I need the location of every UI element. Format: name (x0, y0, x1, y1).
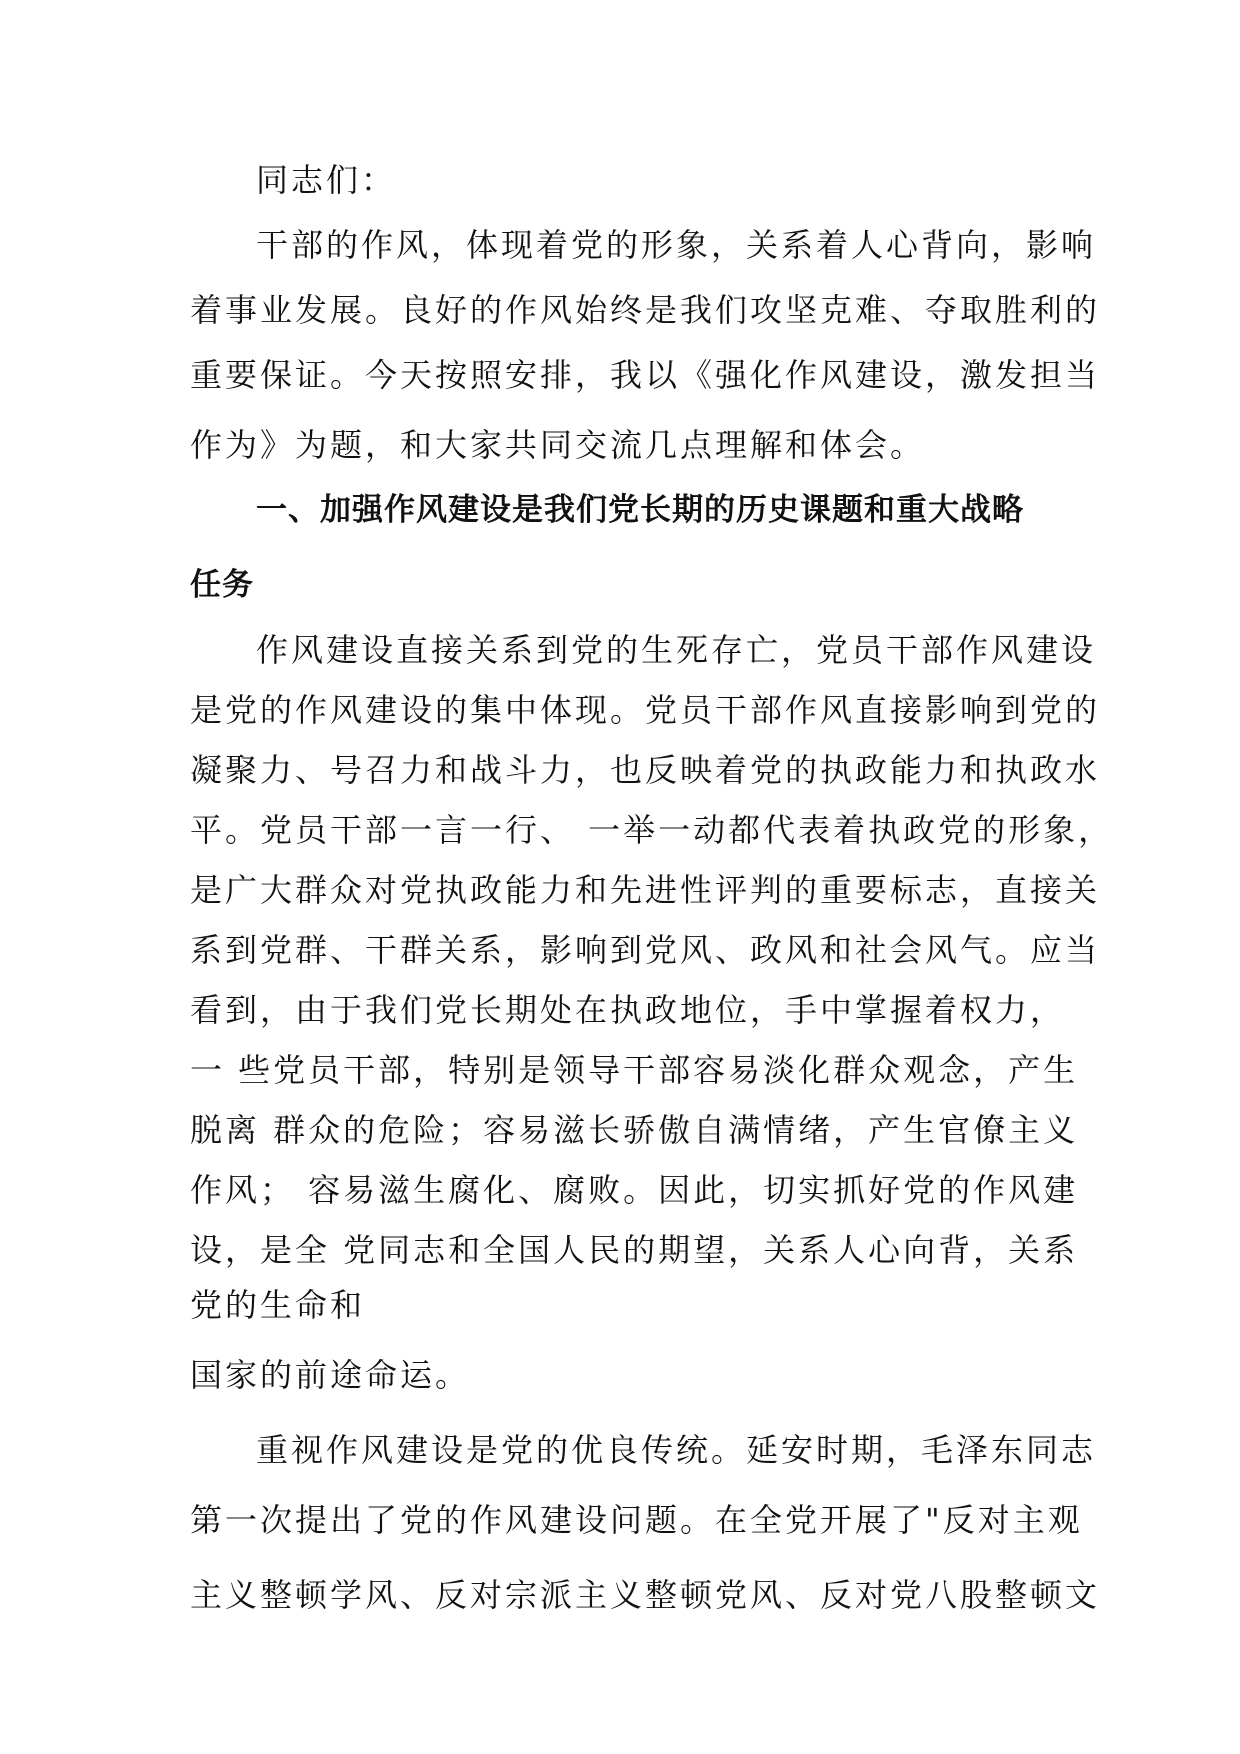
body-line: 第一次提出了党的作风建设问题。在全党开展了"反对主观 (190, 1501, 1083, 1539)
body-line: 脱离 群众的危险；容易滋长骄傲自满情绪，产生官僚主义 (190, 1111, 1079, 1149)
body-line: 党的生命和 (190, 1286, 366, 1324)
intro-line: 重要保证。今天按照安排，我以《强化作风建设，激发担当 (190, 356, 1101, 394)
body-line: 看到，由于我们党长期处在执政地位，手中掌握着权力， (190, 991, 1066, 1029)
body-line: 主义整顿学风、反对宗派主义整顿党风、反对党八股整顿文 (190, 1576, 1101, 1614)
body-line: 重视作风建设是党的优良传统。延安时期，毛泽东同志 (256, 1431, 1097, 1469)
salutation: 同志们： (256, 161, 397, 199)
body-line: 国家的前途命运。 (190, 1356, 471, 1394)
section-heading: 一、加强作风建设是我们党长期的历史课题和重大战略 (256, 492, 1024, 528)
section-heading: 任务 (190, 567, 254, 603)
body-line: 平。党员干部一言一行、 一举一动都代表着执政党的形象， (190, 811, 1114, 849)
body-line: 是党的作风建设的集中体现。党员干部作风直接影响到党的 (190, 691, 1101, 729)
body-line: 系到党群、干群关系，影响到党风、政风和社会风气。应当 (190, 931, 1101, 969)
body-line: 一 些党员干部，特别是领导干部容易淡化群众观念，产生 (190, 1051, 1079, 1089)
body-line: 是广大群众对党执政能力和先进性评判的重要标志，直接关 (190, 871, 1101, 909)
body-line: 作风； 容易滋生腐化、腐败。因此，切实抓好党的作风建 (190, 1171, 1079, 1209)
intro-line: 干部的作风，体现着党的形象，关系着人心背向，影响 (256, 226, 1097, 264)
intro-line: 着事业发展。良好的作风始终是我们攻坚克难、夺取胜利的 (190, 291, 1101, 329)
body-line: 凝聚力、号召力和战斗力，也反映着党的执政能力和执政水 (190, 751, 1101, 789)
body-line: 作风建设直接关系到党的生死存亡，党员干部作风建设 (256, 631, 1097, 669)
intro-line: 作为》为题，和大家共同交流几点理解和体会。 (190, 426, 926, 464)
body-line: 设，是全 党同志和全国人民的期望，关系人心向背，关系 (190, 1231, 1079, 1269)
